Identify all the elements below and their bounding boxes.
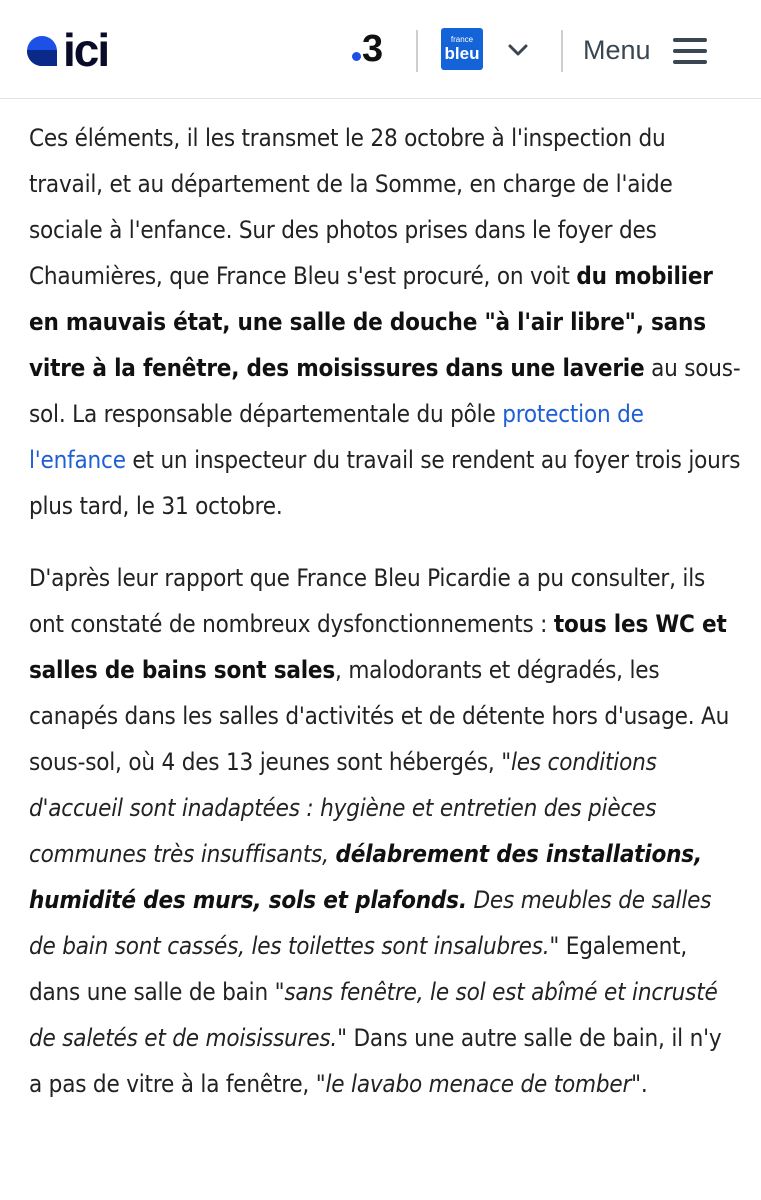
text-run: Dans une autre salle de bain, il n'y a pas de vitre à la fenêtre,: [29, 1024, 722, 1098]
article-paragraph: [29, 115, 741, 529]
bold-quote-text: délabrement des installations, humidité des murs, sols et plafonds.: [29, 840, 702, 914]
quote-text: "sans fenêtre, le sol est abîmé et incrusté de saletés et de moisissures.": [29, 978, 718, 1052]
text-run: Ces éléments, il les transmet le 28 octobre à l'inspection du travail, et au département de la Somme, en charge de l'aide sociale à l'enfance. Sur des photos prises dans le foyer des Chaumières, que France Bleu s'est procuré, on voit: [29, 124, 673, 290]
text-run: .: [640, 1070, 648, 1098]
ici-logo-icon: [27, 28, 61, 72]
protection-enfance-link[interactable]: protection de l'enfance: [29, 400, 644, 474]
francebleu-link[interactable]: [441, 28, 483, 70]
bold-text: tous les WC et salles de bains sont sales: [29, 610, 727, 684]
menu-button[interactable]: Menu: [583, 35, 651, 65]
france3-label: 3: [362, 28, 384, 70]
francebleu-small-label: france: [450, 35, 474, 44]
quote-text: "les conditions d'accueil sont inadaptées : hygiène et entretien des pièces communes très insuffisants,: [29, 748, 657, 868]
quote-text: "le lavabo menace de tomber": [315, 1070, 641, 1098]
header-divider: [561, 30, 563, 72]
text-run: au sous-sol. La responsable départementale du pôle: [29, 354, 741, 428]
text-run: et un inspecteur du travail se rendent au foyer trois jours plus tard, le 31 octobre.: [29, 446, 741, 520]
quote-text: Des meubles de salles de bain sont cassés, les toilettes sont insalubres.": [29, 886, 712, 960]
france3-dot-icon: [352, 52, 361, 61]
ici-logo[interactable]: [27, 24, 109, 76]
bold-text: du mobilier en mauvais état, une salle de douche "à l'air libre", sans vitre à la fenêtre, des moisissures dans une laverie: [29, 262, 713, 382]
france3-link[interactable]: [352, 27, 383, 71]
header-divider: [416, 30, 418, 72]
site-header: [0, 0, 761, 99]
article-body: [29, 115, 741, 1107]
text-run: , malodorants et dégradés, les canapés dans les salles d'activités et de détente hors d'usage. Au sous-sol, où 4 des 13 jeunes sont hébergés,: [29, 656, 730, 776]
text-run: Egalement, dans une salle de bain: [29, 932, 687, 1006]
logo-text: ici: [63, 24, 109, 76]
article-paragraph: [29, 555, 741, 1107]
francebleu-big-label: bleu: [444, 44, 480, 63]
chevron-down-icon[interactable]: [504, 36, 532, 64]
text-run: D'après leur rapport que France Bleu Picardie a pu consulter, ils ont constaté de nombreux dysfonctionnements :: [29, 564, 706, 638]
hamburger-icon[interactable]: [673, 38, 707, 64]
